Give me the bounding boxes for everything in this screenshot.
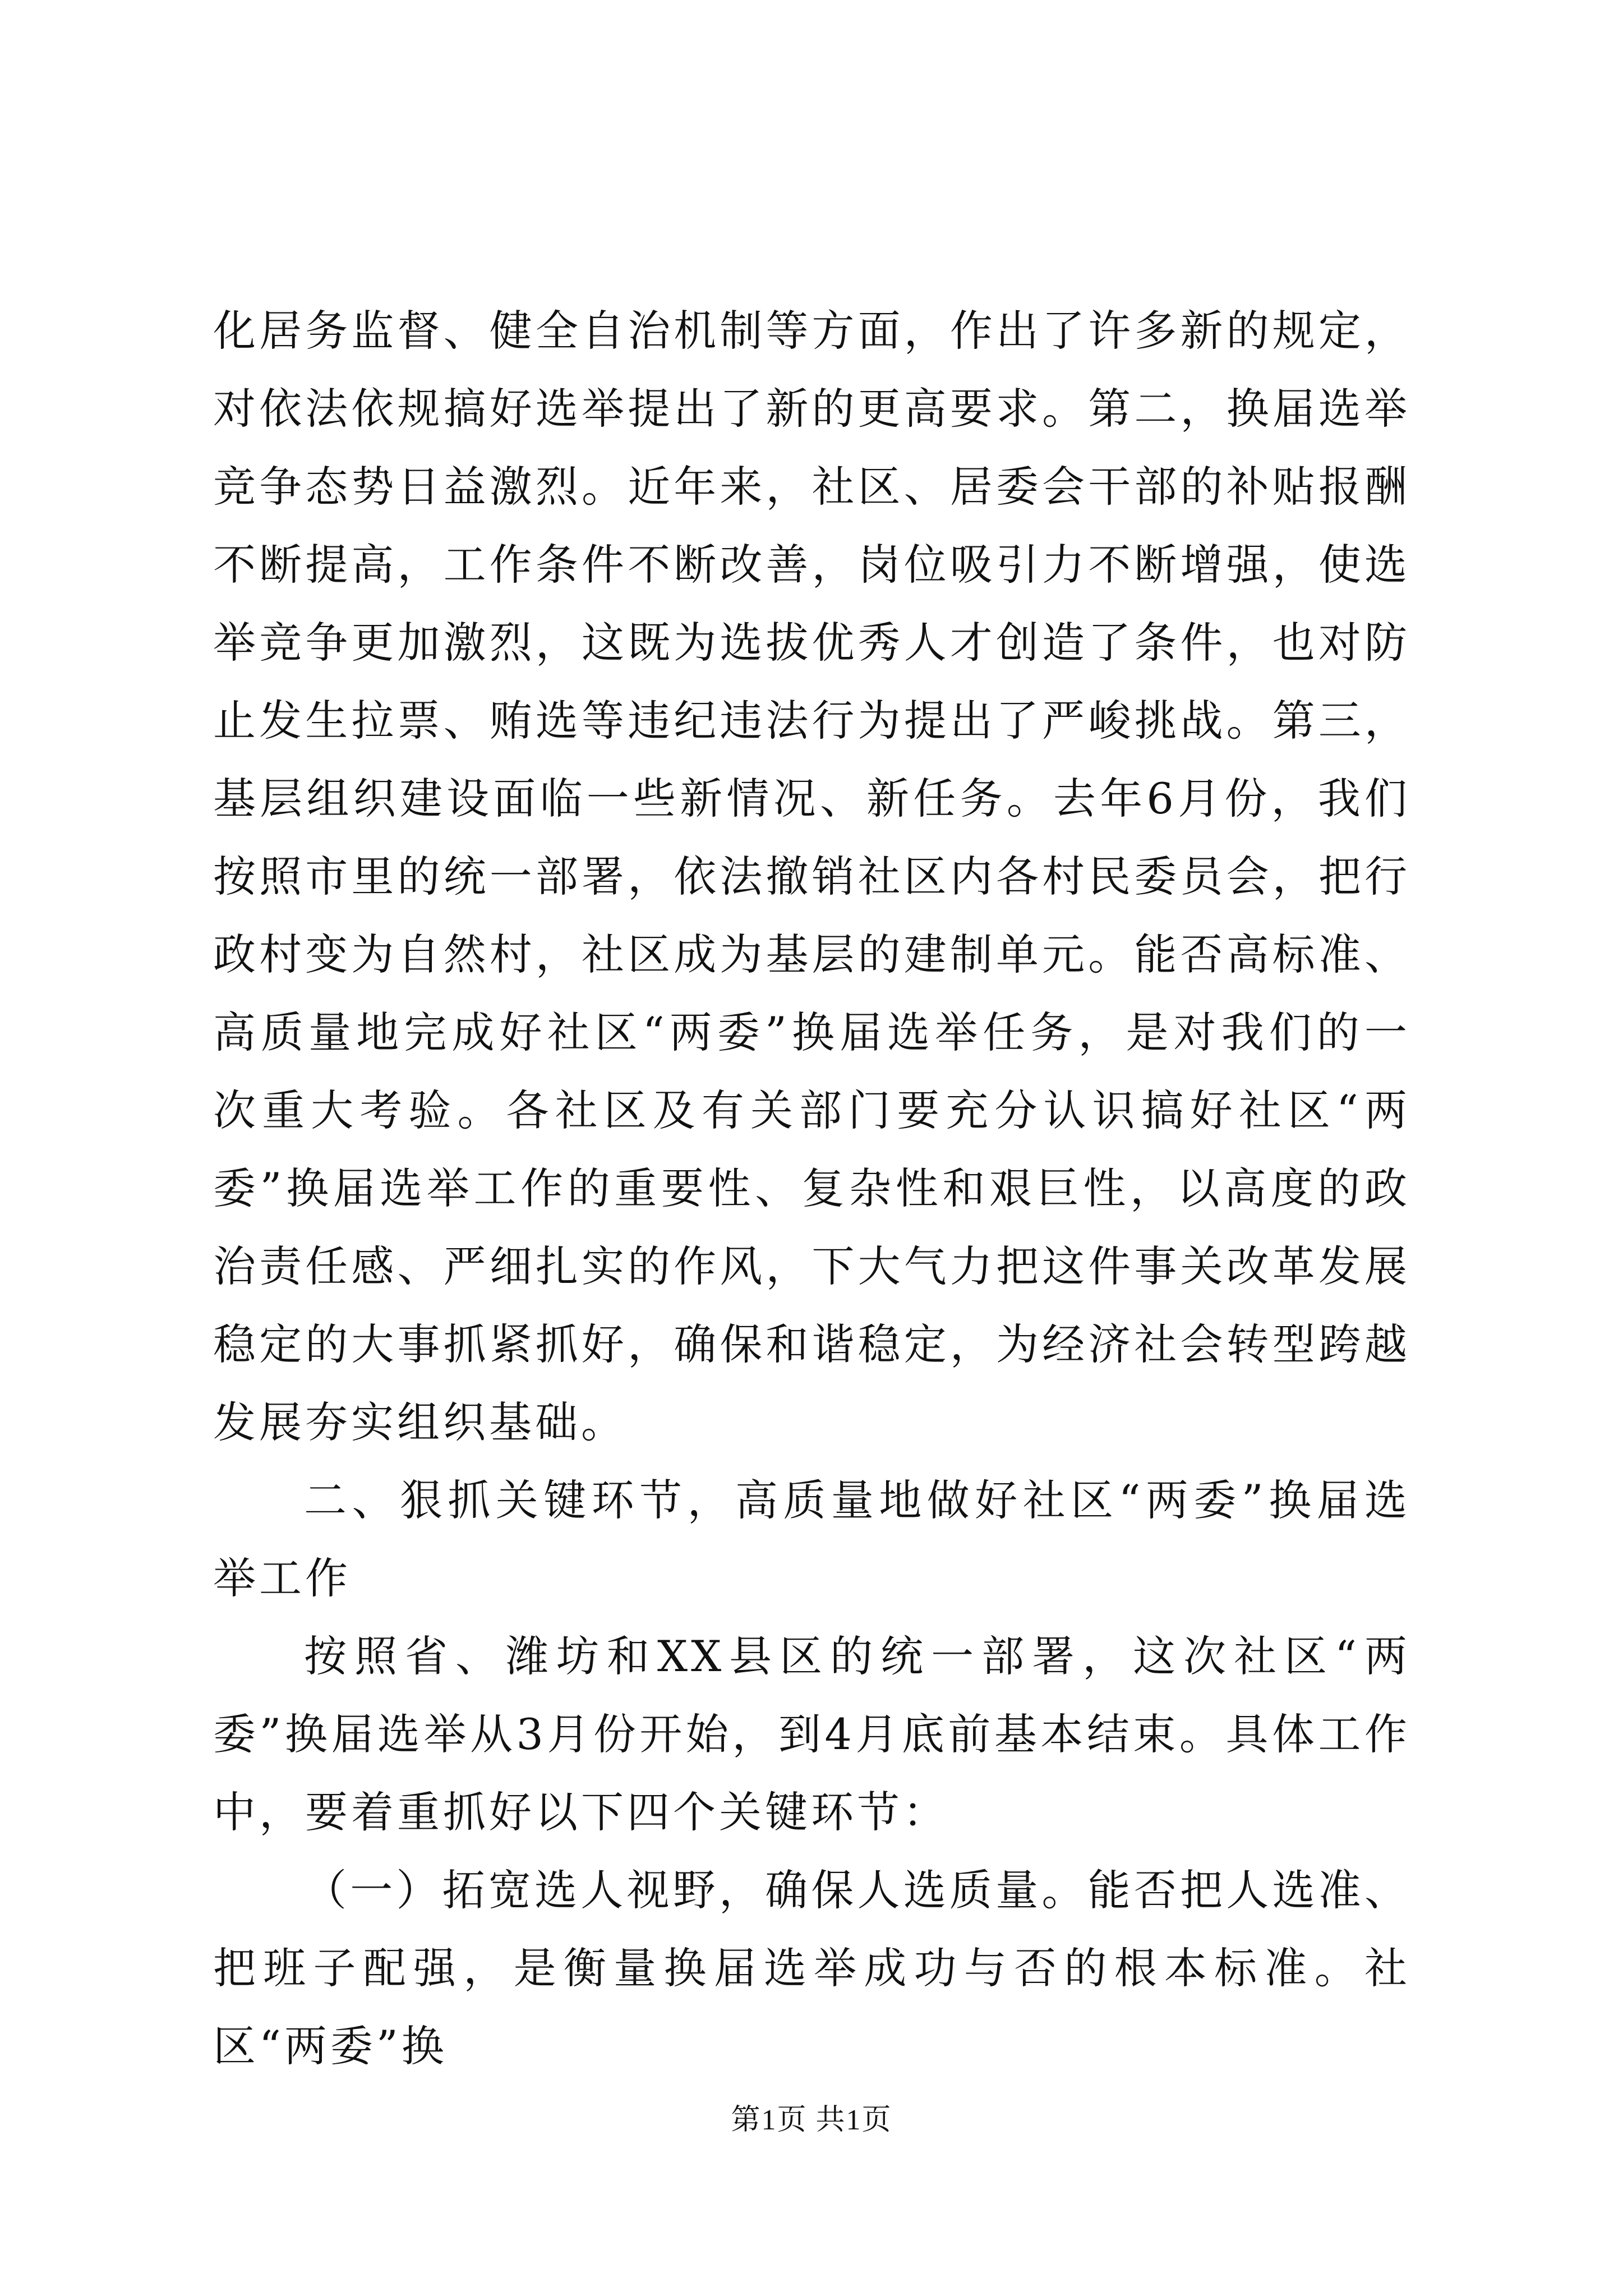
section-heading: 二、狠抓关键环节，高质量地做好社区“两委”换届选举工作	[213, 1475, 1410, 1603]
paragraph-item-one: （一）拓宽选人视野，确保人选质量。能否把人选准、把班子配强，是衡量换届选举成功与否的根本标准。社区“两委”换	[213, 1865, 1410, 2071]
paragraph-schedule: 按照省、潍坊和XX县区的统一部署，这次社区“两委”换届选举从3月份开始，到4月底前基本结束。具体工作中，要着重抓好以下四个关键环节：	[213, 1631, 1410, 1837]
document-body	[213, 292, 1410, 2085]
page-footer: 第1页 共1页	[731, 2104, 892, 2136]
paragraph-continuation: 化居务监督、健全自治机制等方面，作出了许多新的规定，对依法依规搞好选举提出了新的更高要求。第二，换届选举竞争态势日益激烈。近年来，社区、居委会干部的补贴报酬不断提高，工作条件不断改善，岗位吸引力不断增强，使选举竞争更加激烈，这既为选拔优秀人才创造了条件，也对防止发生拉票、贿选等违纪违法行为提出了严峻挑战。第三，基层组织建设面临一些新情况、新任务。去年6月份，我们按照市里的统一部署，依法撤销社区内各村民委员会，把行政村变为自然村，社区成为基层的建制单元。能否高标准、高质量地完成好社区“两委”换届选举任务，是对我们的一次重大考验。各社区及有关部门要充分认识搞好社区“两委”换届选举工作的重要性、复杂性和艰巨性，以高度的政治责任感、严细扎实的作风，下大气力把这件事关改革发展稳定的大事抓紧抓好，确保和谐稳定，为经济社会转型跨越发展夯实组织基础。	[213, 306, 1410, 1447]
